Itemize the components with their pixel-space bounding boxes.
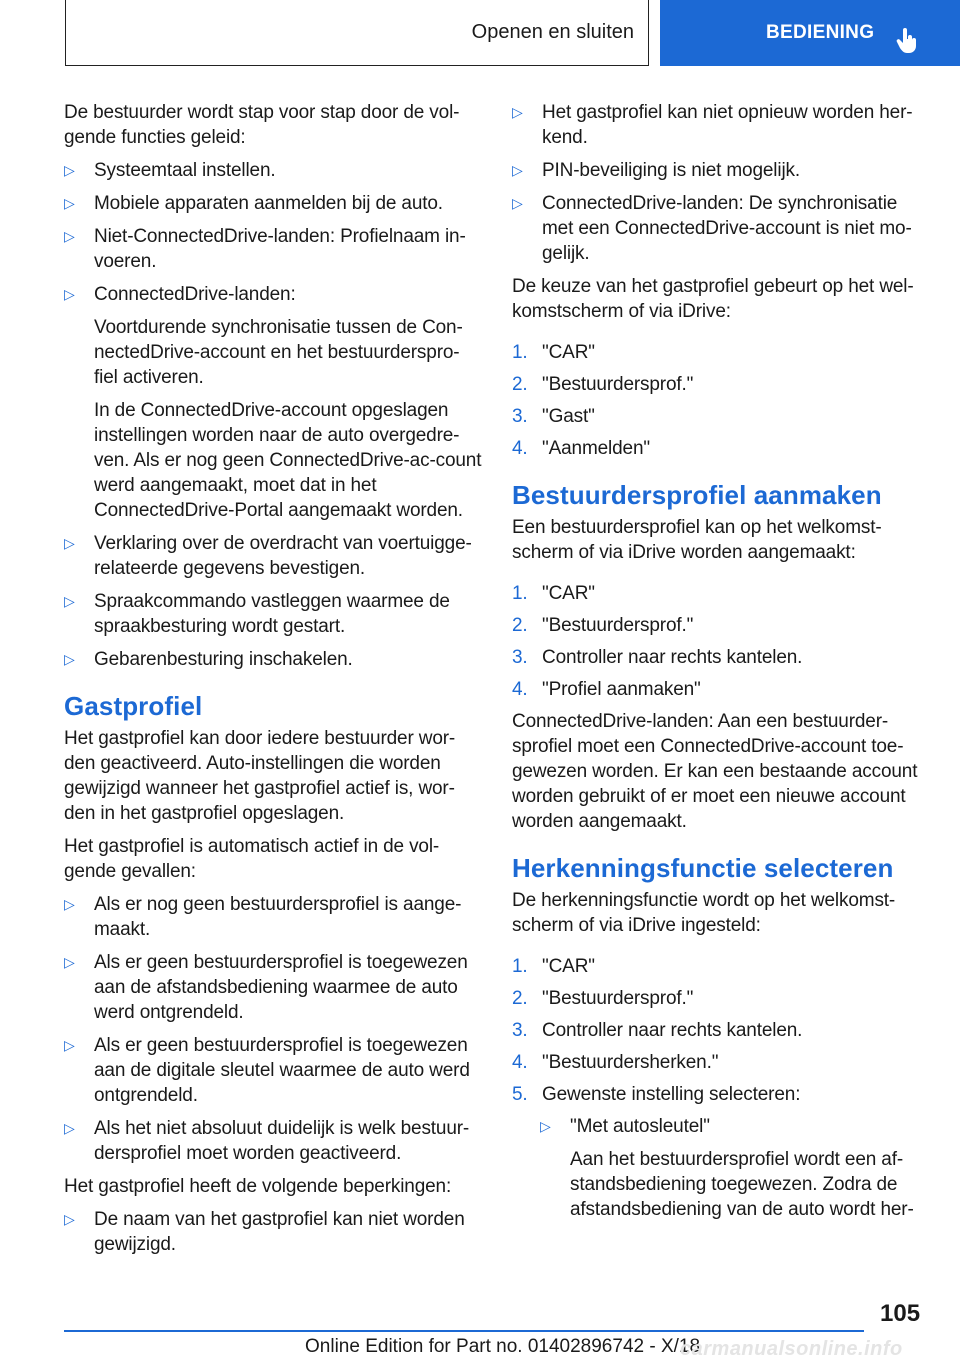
bullet-icon: ▷	[64, 228, 75, 244]
page-number: 105	[880, 1300, 921, 1327]
create-profile-note: ConnectedDrive-landen: Aan een bestuurder-sprofiel moet een ConnectedDrive-account toe-gewezen worden. Er kan een bestaande account worden gebruikt of er moet een nieuwe account worden aangemaakt.	[512, 711, 918, 832]
recognition-key-text: Aan het bestuurdersprofiel wordt een af-standsbediening toegewezen. Zodra de afstandsbediening van de auto wordt her-	[570, 1149, 914, 1220]
list-item: ▷ De naam van het gastprofiel kan niet worden gewijzigd.	[64, 1209, 465, 1255]
step-number: 5.	[512, 1084, 528, 1105]
bullet-icon: ▷	[64, 1120, 75, 1136]
bullet-icon: ▷	[512, 104, 523, 120]
watermark: carmanualsonline.info	[680, 1338, 903, 1360]
hand-pointer-icon	[896, 28, 918, 54]
page-header	[0, 0, 960, 66]
right-column	[512, 100, 932, 1230]
create-profile-intro: Een bestuurdersprofiel kan op het welkomst-scherm of via iDrive worden aangemaakt:	[512, 517, 882, 563]
list-item: ▷ Verklaring over de overdracht van voertuigge-relateerde gegevens bevestigen.	[64, 533, 472, 579]
list-item: ▷ Systeemtaal instellen.	[64, 160, 276, 181]
connecteddrive-settings-text: In de ConnectedDrive-account opgeslagen instellingen worden naar de auto overgedre-ven. Als er nog geen ConnectedDrive-ac-count werd aangemaakt, moet dat in het ConnectedDrive-Portal aangemaakt worden.	[94, 400, 482, 521]
bullet-icon: ▷	[64, 535, 75, 551]
step-number: 4.	[512, 438, 528, 459]
step-number: 1.	[512, 583, 528, 604]
bullet-icon: ▷	[64, 162, 75, 178]
step-item: 3. Controller naar rechts kantelen.	[512, 647, 803, 668]
step-number: 3.	[512, 1020, 528, 1041]
bullet-icon: ▷	[64, 195, 75, 211]
list-item: ▷ Spraakcommando vastleggen waarmee de spraakbesturing wordt gestart.	[64, 591, 450, 637]
create-profile-heading: Bestuurdersprofiel aanmaken	[512, 480, 882, 510]
step-number: 3.	[512, 647, 528, 668]
bullet-icon: ▷	[512, 162, 523, 178]
list-item: ▷ Als er geen bestuurdersprofiel is toegewezen aan de digitale sleutel waarmee de auto werd ontgrendeld.	[64, 1035, 470, 1106]
step-item: 4. "Bestuurdersherken."	[512, 1052, 719, 1073]
bullet-icon: ▷	[64, 954, 75, 970]
step-item: 2. "Bestuurdersprof."	[512, 615, 694, 636]
step-number: 4.	[512, 1052, 528, 1073]
step-item: 1. "CAR"	[512, 342, 595, 363]
footer-divider	[64, 1330, 864, 1332]
list-item: ▷ Als er nog geen bestuurdersprofiel is aange-maakt.	[64, 894, 462, 940]
list-item: ▷ Het gastprofiel kan niet opnieuw worden her-kend.	[512, 102, 913, 148]
intro-text: De bestuurder wordt stap voor stap door de vol-gende functies geleid:	[64, 102, 460, 148]
bullet-icon: ▷	[512, 195, 523, 211]
guest-profile-heading: Gastprofiel	[64, 691, 203, 721]
step-item: 2. "Bestuurdersprof."	[512, 988, 694, 1009]
bullet-icon: ▷	[64, 286, 75, 302]
guest-select-intro: De keuze van het gastprofiel gebeurt op het wel-komstscherm of via iDrive:	[512, 276, 914, 322]
bullet-icon: ▷	[540, 1118, 551, 1134]
list-item: ▷ ConnectedDrive-landen: De synchronisatie met een ConnectedDrive-account is niet mo-gelijk.	[512, 193, 912, 264]
list-item: ▷ Als er geen bestuurdersprofiel is toegewezen aan de afstandsbediening waarmee de auto werd ontgrendeld.	[64, 952, 468, 1023]
bullet-icon: ▷	[64, 1037, 75, 1053]
guest-profile-cases-intro: Het gastprofiel is automatisch actief in de vol-gende gevallen:	[64, 836, 440, 882]
bullet-icon: ▷	[64, 896, 75, 912]
limits-intro: Het gastprofiel heeft de volgende beperkingen:	[64, 1176, 452, 1197]
recognition-heading: Herkenningsfunctie selecteren	[512, 853, 894, 883]
section-tab	[65, 0, 649, 66]
step-item: 2. "Bestuurdersprof."	[512, 374, 694, 395]
list-item: ▷ ConnectedDrive-landen: Voortdurende synchronisatie tussen de Con-nectedDrive-account en het bestuurderspro-fiel activeren. In de ConnectedDrive-account opgeslagen instellingen worden naar de auto overgedre-ven. Als er nog geen ConnectedDrive-ac-count werd aangemaakt, moet dat in het ConnectedDrive-Portal aangemaakt worden.	[64, 284, 482, 521]
step-number: 1.	[512, 956, 528, 977]
list-item: ▷ PIN-beveiliging is niet mogelijk.	[512, 160, 800, 181]
bullet-icon: ▷	[64, 593, 75, 609]
step-item: 5. Gewenste instelling selecteren:	[512, 1084, 801, 1105]
chapter-title: BEDIENING	[766, 22, 875, 43]
list-item: ▷ Als het niet absoluut duidelijk is welk bestuur-dersprofiel moet worden geactiveerd.	[64, 1118, 470, 1164]
list-item: ▷ Mobiele apparaten aanmelden bij de auto.	[64, 193, 443, 214]
bullet-icon: ▷	[64, 651, 75, 667]
left-column	[64, 100, 482, 1265]
step-number: 2.	[512, 374, 528, 395]
list-item: ▷ "Met autosleutel" Aan het bestuurdersprofiel wordt een af-standsbediening toegewezen. Zodra de afstandsbediening van de auto wordt her-	[540, 1114, 932, 1222]
list-item: ▷ Gebarenbesturing inschakelen.	[64, 649, 353, 670]
bullet-icon: ▷	[64, 1211, 75, 1227]
step-number: 4.	[512, 679, 528, 700]
step-item: 4. "Aanmelden"	[512, 438, 650, 459]
step-item: 3. "Gast"	[512, 406, 595, 427]
edition-text: Online Edition for Part no. 01402896742 - X/18	[305, 1336, 701, 1357]
step-item: 3. Controller naar rechts kantelen.	[512, 1020, 803, 1041]
recognition-intro: De herkenningsfunctie wordt op het welkomst-scherm of via iDrive ingesteld:	[512, 890, 896, 936]
step-item: 1. "CAR"	[512, 956, 595, 977]
step-number: 2.	[512, 615, 528, 636]
step-number: 3.	[512, 406, 528, 427]
step-number: 1.	[512, 342, 528, 363]
connecteddrive-sync-text: Voortdurende synchronisatie tussen de Con-nectedDrive-account en het bestuurderspro-fiel activeren.	[94, 317, 463, 388]
list-item: ▷ Niet-ConnectedDrive-landen: Profielnaam in-voeren.	[64, 226, 466, 272]
step-item: 4. "Profiel aanmaken"	[512, 679, 701, 700]
guest-profile-text: Het gastprofiel kan door iedere bestuurder wor-den geactiveerd. Auto-instellingen die worden gewijzigd wanneer het gastprofiel actief is, wor-den in het gastprofiel opgeslagen.	[64, 728, 456, 824]
step-number: 2.	[512, 988, 528, 1009]
section-title: Openen en sluiten	[471, 21, 634, 43]
step-item: 1. "CAR"	[512, 583, 595, 604]
